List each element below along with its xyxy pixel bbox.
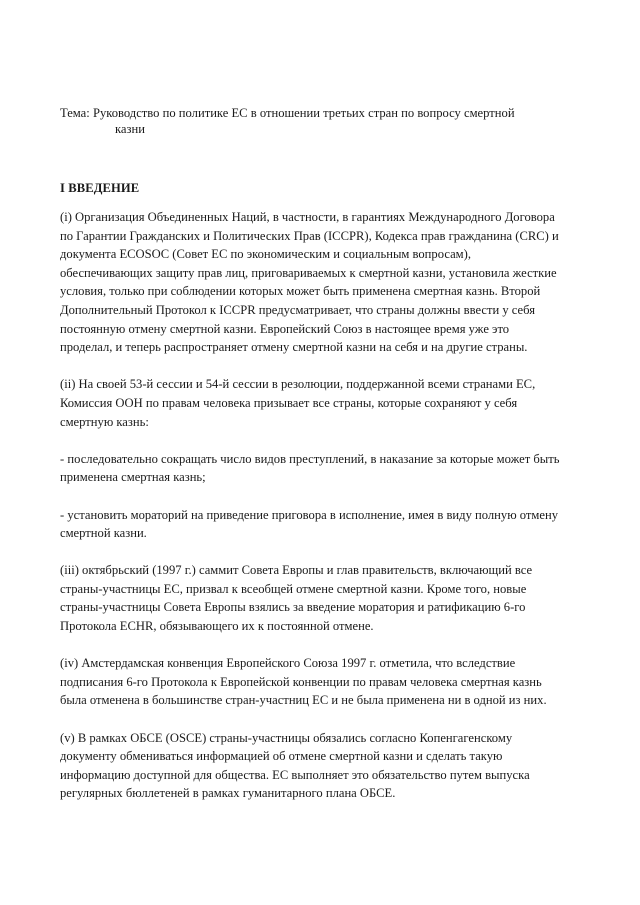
paragraph-line: смертной казни.	[60, 526, 147, 541]
paragraph-line: была отменена в большинстве стран-участниц ЕС и не была применена ни в одной из них.	[60, 693, 547, 708]
paragraph-line: документа ECOSOC (Совет ЕС по экономическим и социальным вопросам),	[60, 247, 471, 262]
paragraph-line: по Гарантии Гражданских и Политических Прав (ICCPR), Кодекса прав гражданина (CRC) и	[60, 228, 559, 243]
paragraph-line: Дополнительный Протокол к ICCPR предусматривает, что страны должны ввести у себя	[60, 302, 535, 317]
paragraph-ii	[60, 375, 580, 431]
paragraph-line: (iv) Амстердамская конвенция Европейского Союза 1997 г. отметила, что вследствие	[60, 656, 516, 671]
bullet-item-2	[60, 506, 580, 543]
paragraph-iii	[60, 561, 580, 635]
paragraph-line: - установить мораторий на приведение приговора в исполнение, имея в виду полную отмену	[60, 507, 558, 522]
paragraph-line: (ii) На своей 53-й сессии и 54-й сессии в резолюции, поддержанной всеми странами ЕС,	[60, 377, 536, 392]
document-subject	[60, 105, 580, 137]
paragraph-line: страны-участницы Совета Европы взялись за введение моратория и ратификацию 6-го	[60, 600, 526, 615]
paragraph-line: смертную казнь:	[60, 414, 149, 429]
paragraph-line: применена смертная казнь;	[60, 470, 206, 485]
paragraph-line: (v) В рамках ОБСЕ (OSCE) страны-участницы обязались согласно Копенгагенскому	[60, 730, 513, 745]
paragraph-line: (iii) октябрьский (1997 г.) саммит Совета Европы и глав правительств, включающий все	[60, 563, 533, 578]
paragraph-iv	[60, 654, 580, 710]
paragraph-line: документу обмениваться информацией об отмене смертной казни и сделать такую	[60, 749, 503, 764]
paragraph-v	[60, 729, 580, 803]
subject-label: Тема:	[60, 106, 90, 120]
paragraph-line: (i) Организация Объединенных Наций, в частности, в гарантиях Международного Договора	[60, 210, 555, 224]
section-heading: I ВВЕДЕНИЕ	[60, 181, 140, 195]
paragraph-line: подписания 6-го Протокола к Европейской конвенции по правам человека смертная казнь	[60, 674, 542, 689]
paragraph-line: условия, только при соблюдении которых может быть применена смертная казнь. Второй	[60, 284, 541, 299]
paragraph-line: страны-участницы ЕС, призвал к всеобщей отмене смертной казни. Кроме того, новые	[60, 581, 527, 596]
paragraph-line: Комиссия ООН по правам человека призывает все страны, которые сохраняют у себя	[60, 395, 518, 410]
paragraph-line: проделал, и теперь распространяет отмену смертной казни на себя и на другие страны.	[60, 340, 528, 355]
paragraph-i	[60, 208, 580, 357]
paragraph-line: информацию доступной для общества. ЕС выполняет это обязательство путем выпуска	[60, 767, 530, 782]
paragraph-line: регулярных бюллетеней в рамках гуманитарного плана ОБСЕ.	[60, 786, 396, 801]
paragraph-line: Протокола ECHR, обязывающего их к постоянной отмене.	[60, 619, 374, 634]
bullet-item-1	[60, 450, 580, 487]
paragraph-line: - последовательно сокращать число видов преступлений, в наказание за которые может быть	[60, 451, 560, 466]
paragraph-line: постоянную отмену смертной казни. Европейский Союз в настоящее время уже это	[60, 321, 510, 336]
subject-line-2: казни	[115, 122, 145, 136]
document-body	[60, 208, 580, 822]
subject-line-1	[60, 105, 580, 121]
paragraph-line: обеспечивающих защиту прав лиц, приговариваемых к смертной казни, установила жесткие	[60, 265, 557, 280]
subject-text: Руководство по политике ЕС в отношении третьих стран по вопросу смертной	[92, 106, 515, 120]
